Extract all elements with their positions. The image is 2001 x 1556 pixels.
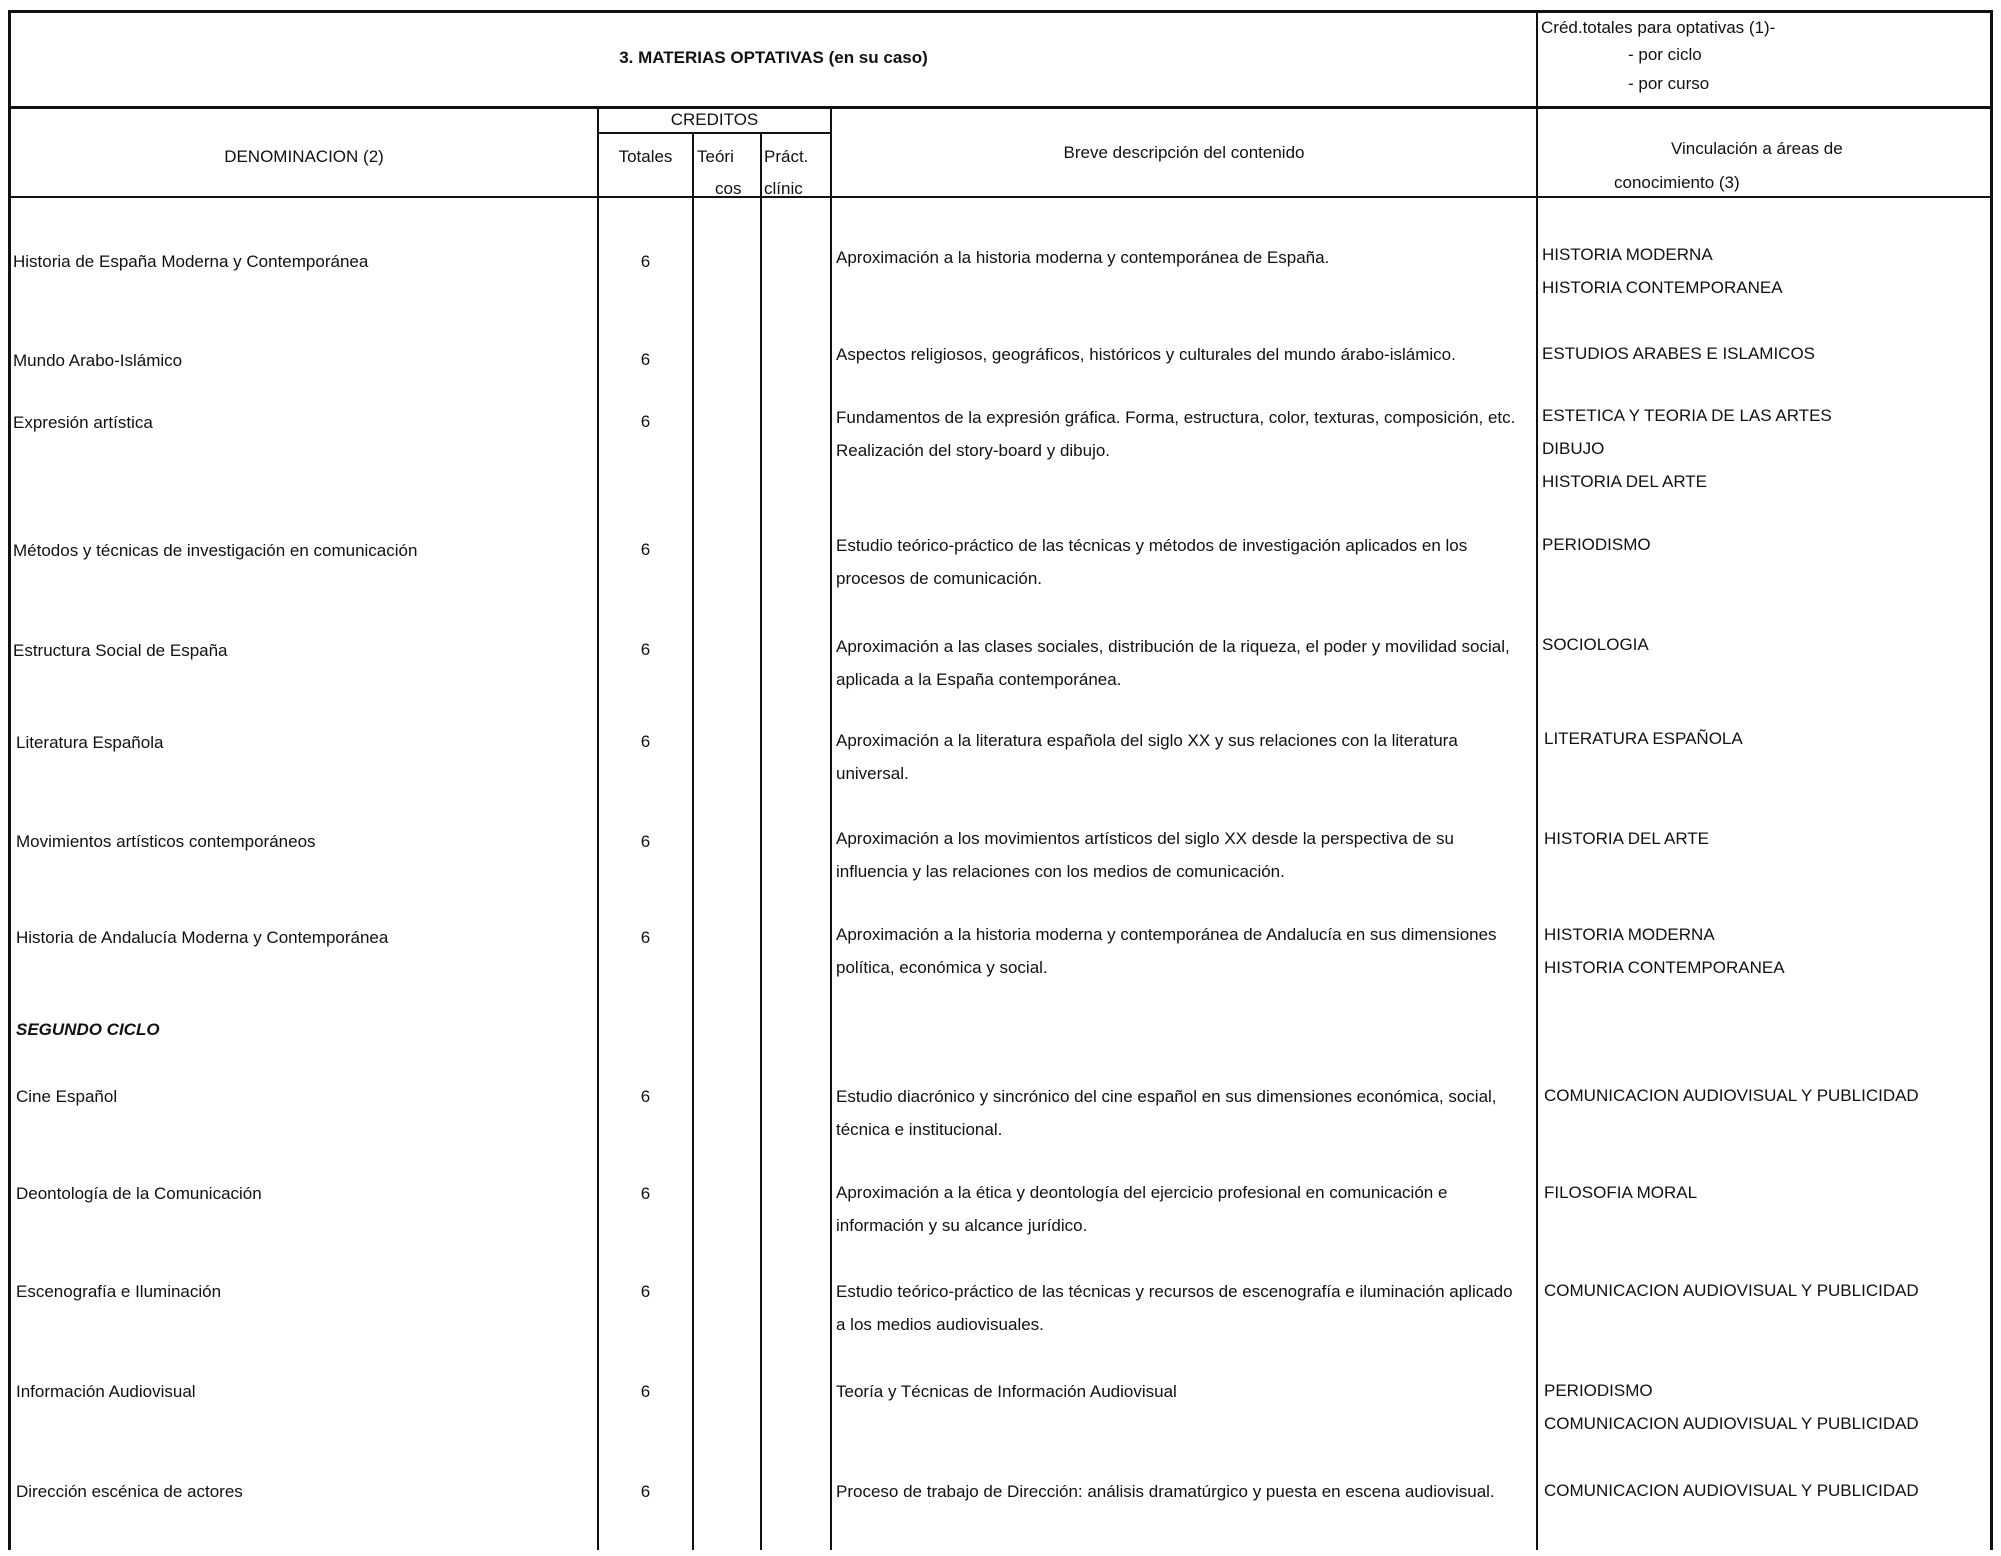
- table-border-left: [8, 10, 11, 1550]
- column-header-practicos-1: Práct.: [764, 147, 809, 166]
- column-header-teoricos-2: cos: [715, 179, 742, 198]
- knowledge-area: DIBUJO: [1542, 439, 1605, 458]
- course-name: Métodos y técnicas de investigación en comunicación: [13, 541, 418, 560]
- course-name: Cine Español: [16, 1087, 118, 1106]
- credits-per-course: - por curso: [1628, 74, 1710, 93]
- knowledge-area: LITERATURA ESPAÑOLA: [1544, 729, 1743, 748]
- knowledge-area: PERIODISMO: [1544, 1381, 1653, 1400]
- knowledge-area: FILOSOFIA MORAL: [1544, 1183, 1698, 1202]
- practicos-column-line: [760, 132, 762, 1550]
- course-credits: 6: [640, 928, 651, 947]
- column-header-practicos-2: clínic: [764, 179, 803, 198]
- column-header-totales: Totales: [618, 147, 673, 166]
- course-description: Aspectos religiosos, geográficos, históricos y culturales del mundo árabo-islámico.: [836, 345, 1456, 364]
- column-header-creditos: CREDITOS: [670, 110, 759, 129]
- column-header-descripcion: Breve descripción del contenido: [1063, 143, 1305, 162]
- course-credits: 6: [640, 1282, 651, 1301]
- knowledge-area: COMUNICACION AUDIOVISUAL Y PUBLICIDAD: [1544, 1281, 1919, 1300]
- descripcion-column-line: [830, 106, 832, 1550]
- course-credits: 6: [640, 832, 651, 851]
- course-description: Estudio diacrónico y sincrónico del cine español en sus dimensiones económica, social, técnica e institucional.: [836, 1087, 1497, 1139]
- table-border-top: [8, 10, 1993, 13]
- course-name: Expresión artística: [13, 413, 153, 432]
- course-description: Aproximación a los movimientos artísticos del siglo XX desde la perspectiva de su influencia y las relaciones con los medios de comunicación.: [836, 829, 1454, 881]
- knowledge-area: COMUNICACION AUDIOVISUAL Y PUBLICIDAD: [1544, 1086, 1919, 1105]
- knowledge-area: HISTORIA CONTEMPORANEA: [1542, 278, 1783, 297]
- course-credits: 6: [640, 1087, 651, 1106]
- course-description: Teoría y Técnicas de Información Audiovisual: [836, 1382, 1177, 1401]
- course-credits: 6: [640, 252, 651, 271]
- credits-per-cycle: - por ciclo: [1628, 45, 1702, 64]
- knowledge-area: COMUNICACION AUDIOVISUAL Y PUBLICIDAD: [1544, 1414, 1919, 1433]
- course-credits: 6: [640, 350, 651, 369]
- course-description: Aproximación a la historia moderna y contemporánea de Andalucía en sus dimensiones política, económica y social.: [836, 925, 1497, 977]
- section-label-segundo-ciclo: SEGUNDO CICLO: [16, 1020, 160, 1039]
- knowledge-area: HISTORIA DEL ARTE: [1542, 472, 1708, 491]
- course-description: Aproximación a la ética y deontología del ejercicio profesional en comunicación e información y su alcance jurídico.: [836, 1183, 1448, 1235]
- knowledge-area: ESTUDIOS ARABES E ISLAMICOS: [1542, 344, 1816, 363]
- course-name: Historia de Andalucía Moderna y Contemporánea: [16, 928, 389, 947]
- course-name: Mundo Arabo-Islámico: [13, 351, 183, 370]
- knowledge-area: HISTORIA DEL ARTE: [1544, 829, 1710, 848]
- knowledge-area: SOCIOLOGIA: [1542, 635, 1649, 654]
- teoricos-column-line: [692, 132, 694, 1550]
- course-name: Dirección escénica de actores: [16, 1482, 243, 1501]
- course-name: Información Audiovisual: [16, 1382, 196, 1401]
- table-border-right: [1990, 10, 1993, 1550]
- header-divider: [8, 106, 1993, 109]
- course-credits: 6: [640, 412, 651, 431]
- course-description: Aproximación a las clases sociales, distribución de la riqueza, el poder y movilidad social, aplicada a la España contemporánea.: [836, 637, 1510, 689]
- creditos-divider: [598, 132, 832, 134]
- column-header-teoricos-1: Teóri: [697, 147, 734, 166]
- column-header-vinculacion-2: conocimiento (3): [1614, 173, 1740, 192]
- knowledge-area: HISTORIA CONTEMPORANEA: [1544, 958, 1785, 977]
- course-description: Estudio teórico-práctico de las técnicas y recursos de escenografía e iluminación aplicado a los medios audiovisuales.: [836, 1282, 1513, 1334]
- column-header-vinculacion-1: Vinculación a áreas de: [1671, 139, 1843, 158]
- course-description: Fundamentos de la expresión gráfica. Forma, estructura, color, texturas, composición, etc. Realización del story-board y dibujo.: [836, 408, 1516, 460]
- course-name: Deontología de la Comunicación: [16, 1184, 262, 1203]
- course-name: Movimientos artísticos contemporáneos: [16, 832, 316, 851]
- course-description: Aproximación a la historia moderna y contemporánea de España.: [836, 248, 1330, 267]
- knowledge-area: COMUNICACION AUDIOVISUAL Y PUBLICIDAD: [1544, 1481, 1919, 1500]
- section-title: 3. MATERIAS OPTATIVAS (en su caso): [619, 48, 928, 67]
- course-name: Literatura Española: [16, 733, 164, 752]
- course-credits: 6: [640, 1382, 651, 1401]
- credits-total-note: Créd.totales para optativas (1)-: [1541, 18, 1776, 37]
- knowledge-area: HISTORIA MODERNA: [1544, 925, 1715, 944]
- course-credits: 6: [640, 1184, 651, 1203]
- course-description: Estudio teórico-práctico de las técnicas y métodos de investigación aplicados en los procesos de comunicación.: [836, 536, 1468, 588]
- course-description: Aproximación a la literatura española del siglo XX y sus relaciones con la literatura universal.: [836, 731, 1458, 783]
- course-name: Estructura Social de España: [13, 641, 228, 660]
- course-name: Escenografía e Iluminación: [16, 1282, 222, 1301]
- course-credits: 6: [640, 540, 651, 559]
- course-credits: 6: [640, 1482, 651, 1501]
- course-name: Historia de España Moderna y Contemporánea: [13, 252, 369, 271]
- column-header-denominacion: DENOMINACION (2): [224, 147, 384, 166]
- vinculacion-column-line: [1536, 10, 1538, 1550]
- knowledge-area: HISTORIA MODERNA: [1542, 245, 1713, 264]
- totales-column-line: [597, 106, 599, 1550]
- column-header-divider: [8, 196, 1993, 198]
- knowledge-area: PERIODISMO: [1542, 535, 1651, 554]
- course-description: Proceso de trabajo de Dirección: análisis dramatúrgico y puesta en escena audiovisual.: [836, 1482, 1495, 1501]
- course-credits: 6: [640, 732, 651, 751]
- course-credits: 6: [640, 640, 651, 659]
- knowledge-area: ESTETICA Y TEORIA DE LAS ARTES: [1542, 406, 1832, 425]
